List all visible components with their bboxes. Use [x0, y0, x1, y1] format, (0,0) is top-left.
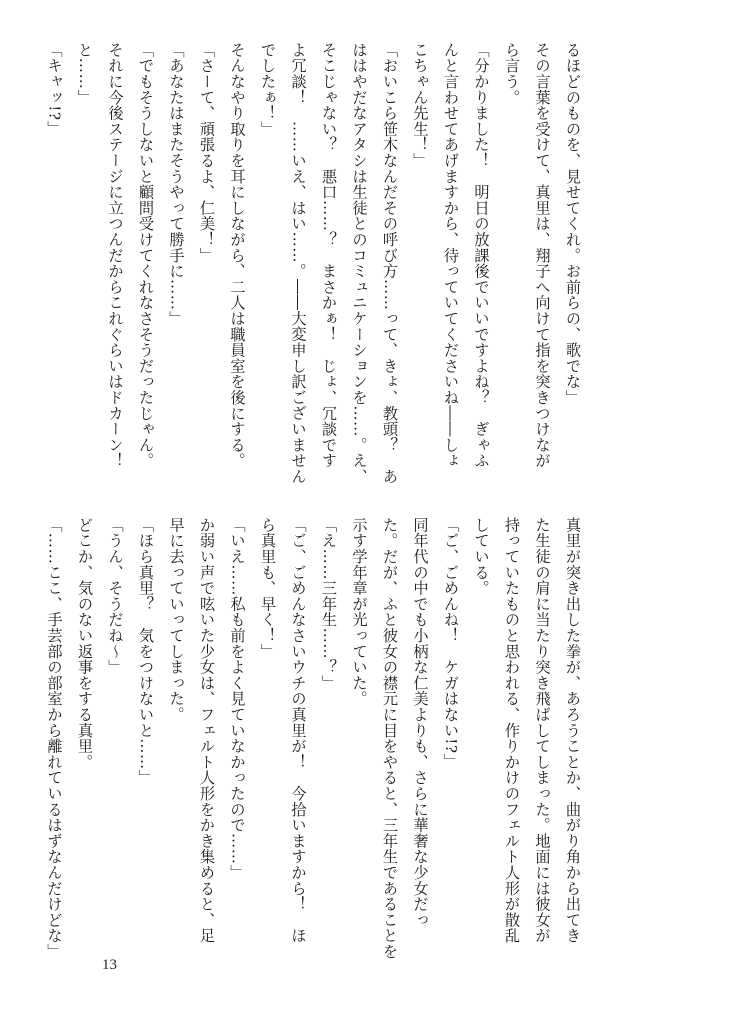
text-line: ははやだなアタシは生徒とのコミュニケーションを……。え、 — [350, 42, 369, 485]
lower-text-block — [39, 517, 588, 977]
text-line: でしたぁ！」 — [259, 42, 277, 137]
text-line: 示す学年章が光っていた。 — [350, 517, 369, 707]
text-line: 「キャッ!?」 — [45, 42, 64, 137]
text-line: それに今後ステージに立つんだからこれぐらいはドカーン！ — [106, 42, 125, 469]
text-line: 早に去っていってしまった。 — [167, 517, 186, 723]
text-line: そんなやり取りを耳にしながら、二人は職員室を後にする。 — [228, 42, 247, 469]
text-line: た。だが、ふと彼女の襟元に目をやると、三年生であることを — [381, 517, 399, 960]
text-line: よ冗談！ ……いえ、はい……。――大変申し訳ございません — [289, 42, 308, 485]
text-line: ら真里も、早く！」 — [259, 517, 277, 660]
text-line: 「ご、ごめんなさいウチの真里が！ 今拾いますから！ ほ — [289, 517, 308, 944]
text-line: 「ほら真里？ 気をつけないと……」 — [137, 517, 155, 786]
text-line: と……」 — [76, 42, 94, 106]
text-line: ら言う。 — [503, 42, 521, 106]
text-line: た生徒の肩に当たり突き飛ばしてしまった。地面には彼女が — [533, 517, 552, 944]
text-line: んと言わせてあげますから、待っていてくださいね――しょ — [442, 42, 460, 469]
text-line: 「あなたはまたそうやって勝手に……」 — [167, 42, 186, 327]
text-line: 「ご、ごめんね！ ケガはない!?」 — [442, 517, 460, 770]
text-line: 「おいこら笹木なんだその呼び方……って、きょ、教頭？ あ — [381, 42, 399, 485]
text-line: 「……ここ、手芸部の部室から離れているはずなんだけどな」 — [45, 517, 64, 960]
text-line: 「え……三年生……？」 — [320, 517, 338, 691]
page-number: 13 — [102, 957, 117, 973]
text-line: その言葉を受けて、真里は、翔子へ向けて指を突きつけなが — [533, 42, 552, 469]
text-line: 「さーて、頑張るよ、仁美！」 — [198, 42, 216, 264]
text-line: 「でもそうしないと顧問受けてくれなさそうだったじゃん。 — [137, 42, 155, 469]
upper-text-block — [39, 42, 588, 502]
text-line: どこか、気のない返事をする真里。 — [76, 517, 94, 770]
text-line: るほどのものを、見せてくれ。お前らの、歌でな」 — [564, 42, 582, 406]
text-line: か弱い声で呟いた少女は、フェルト人形をかき集めると、足 — [198, 517, 216, 944]
text-line: 「いえ……私も前をよく見ていなかったので……」 — [228, 517, 247, 881]
text-line: 「分かりました！ 明日の放課後でいいですよね？ ぎゃふ — [472, 42, 491, 469]
text-line: こちゃん先生！」 — [411, 42, 430, 169]
text-line: 持っていたものと思われる、作りかけのフェルト人形が散乱 — [503, 517, 521, 944]
text-line: そこじゃない？ 悪口……？ まさかぁ！ じょ、冗談です — [320, 42, 338, 469]
text-line: 「うん、そうだね～」 — [106, 517, 125, 675]
text-line: 同年代の中でも小柄な仁美よりも、さらに華奢な少女だっ — [411, 517, 430, 928]
text-line: している。 — [472, 517, 491, 596]
text-line: 真里が突き出した拳が、あろうことか、曲がり角から出てき — [564, 517, 582, 944]
